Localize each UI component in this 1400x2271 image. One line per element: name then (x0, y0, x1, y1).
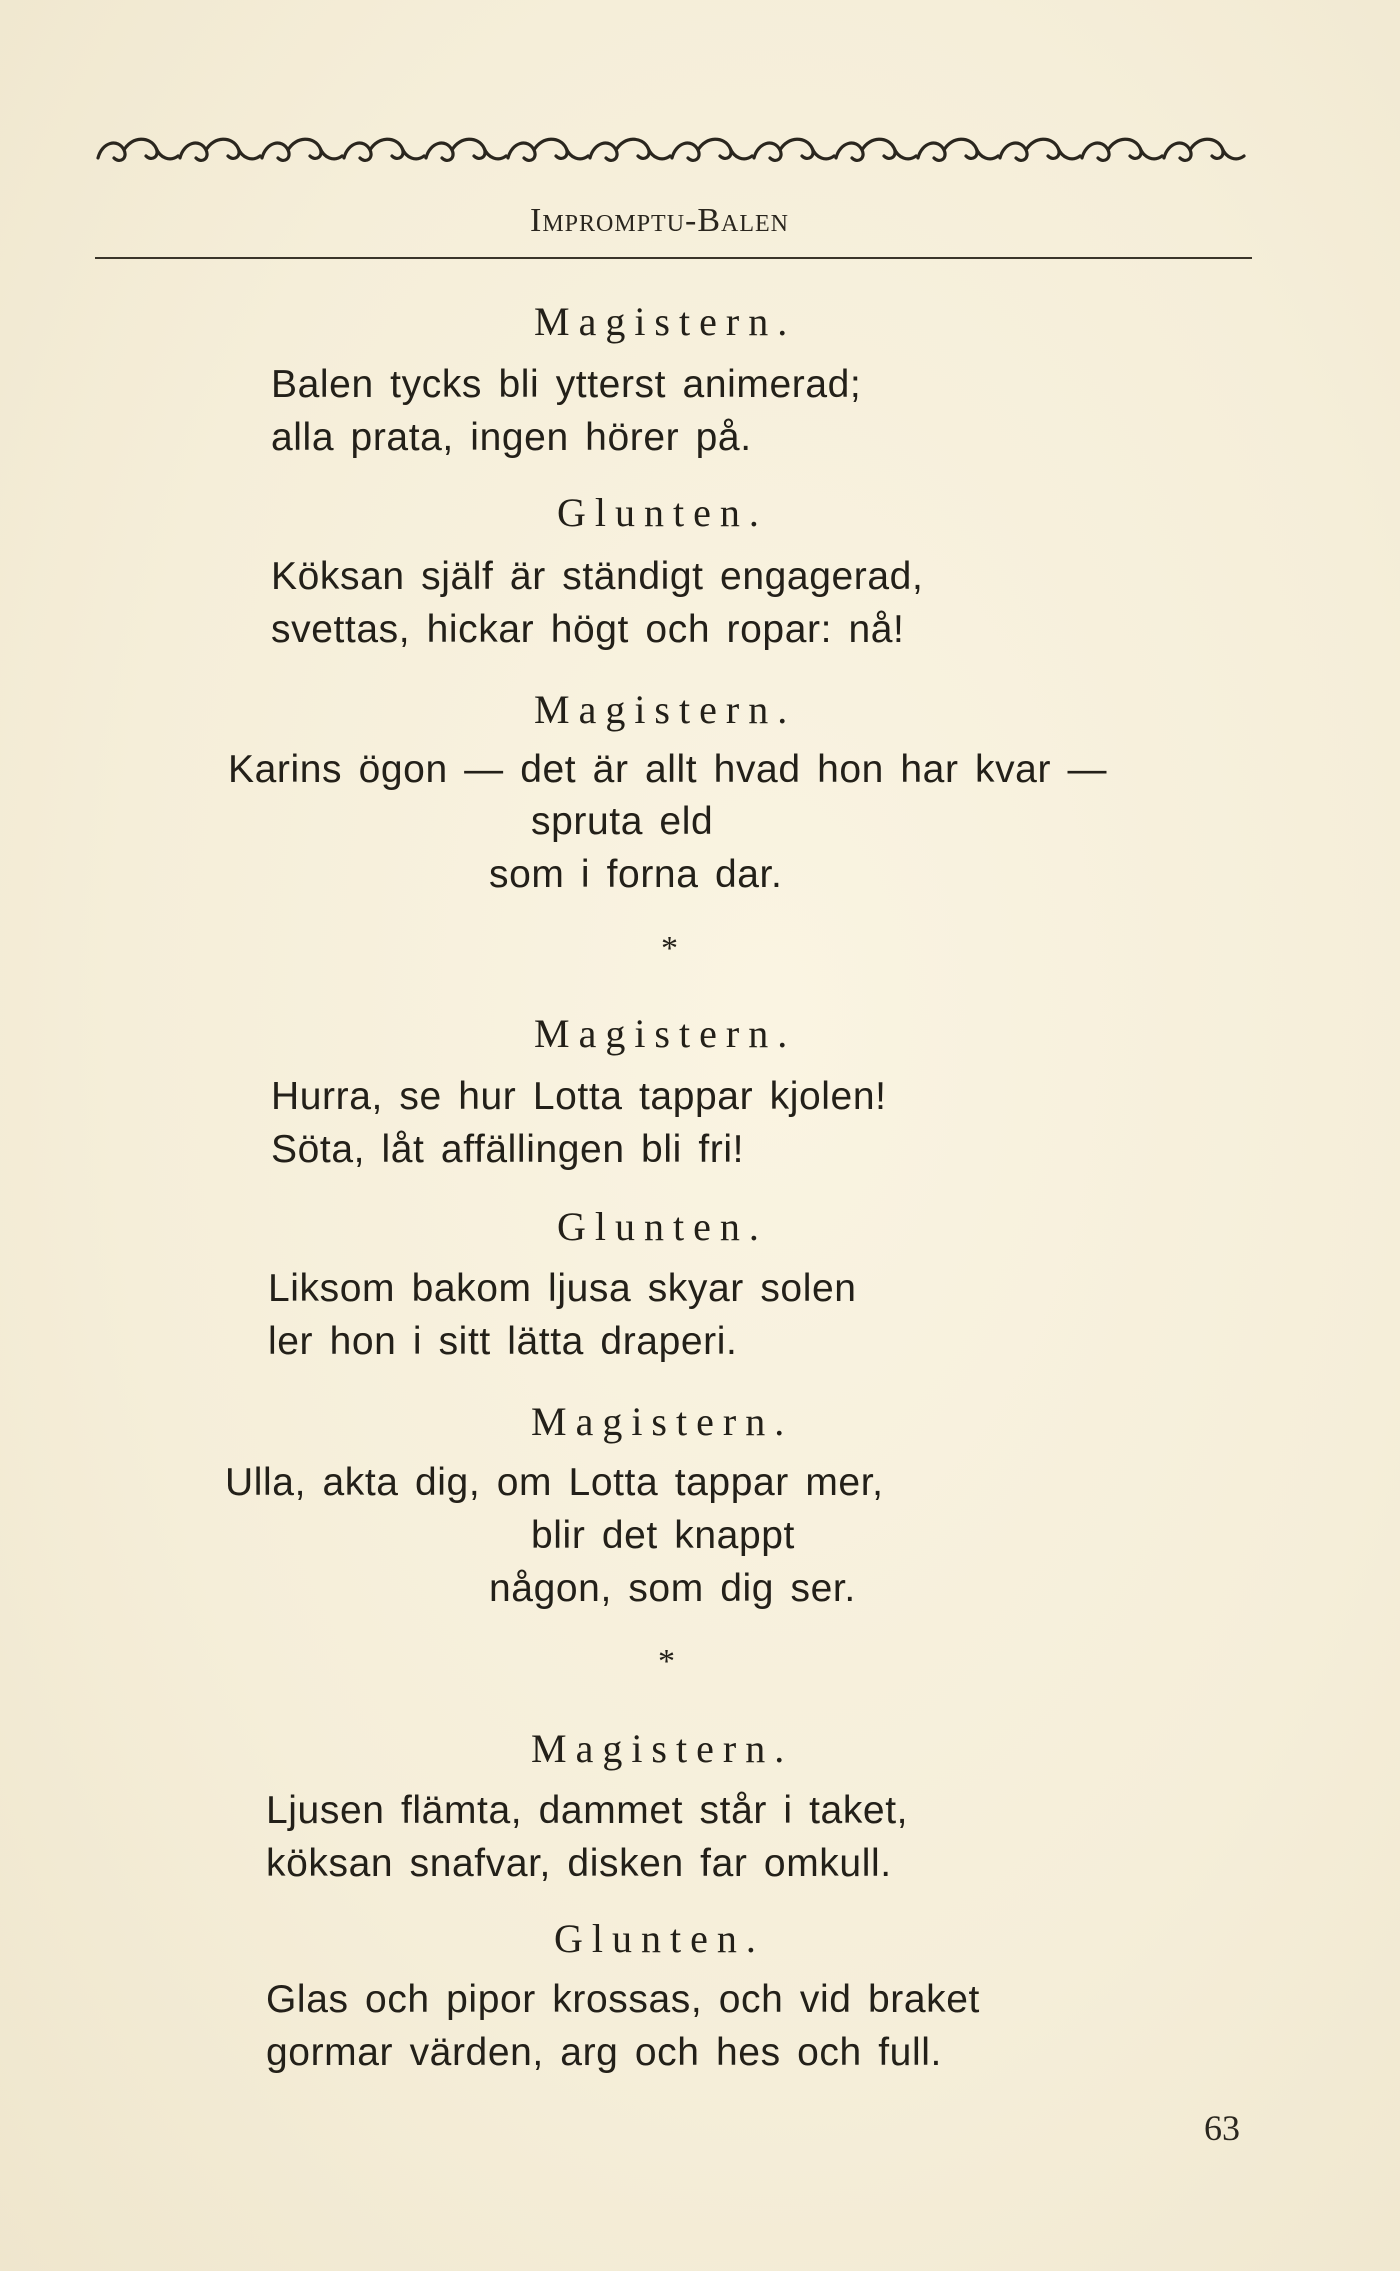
verse-line: Glas och pipor krossas, och vid braket (266, 1978, 980, 2021)
verse-line: som i forna dar. (489, 853, 783, 896)
speaker-label: Magistern. (531, 1726, 794, 1771)
verse-line: alla prata, ingen hörer på. (271, 416, 752, 459)
verse-line: blir det knappt (531, 1514, 795, 1557)
verse-line: Karins ögon — det är allt hvad hon har kvar — (228, 748, 1108, 791)
section-separator: * (661, 930, 678, 967)
page-number: 63 (1204, 2108, 1240, 2148)
header-rule (95, 257, 1252, 259)
running-title: Impromptu-Balen (530, 202, 790, 239)
verse-line: spruta eld (531, 800, 714, 843)
verse-line: någon, som dig ser. (489, 1567, 856, 1610)
verse-line: Liksom bakom ljusa skyar solen (268, 1267, 857, 1310)
verse-line: svettas, hickar högt och ropar: nå! (271, 608, 905, 651)
speaker-label: Glunten. (557, 490, 768, 535)
speaker-label: Magistern. (531, 1399, 794, 1444)
verse-line: Ulla, akta dig, om Lotta tappar mer, (225, 1461, 884, 1504)
verse-line: Söta, låt affällingen bli fri! (271, 1128, 745, 1171)
verse-line: Balen tycks bli ytterst animerad; (271, 363, 862, 406)
speaker-label: Glunten. (554, 1916, 765, 1961)
verse-line: Ljusen flämta, dammet står i taket, (266, 1789, 909, 1832)
verse-line: Hurra, se hur Lotta tappar kjolen! (271, 1075, 887, 1118)
verse-line: Köksan själf är ständigt engagerad, (271, 555, 924, 598)
speaker-label: Magistern. (534, 299, 797, 344)
speaker-label: Magistern. (534, 1011, 797, 1056)
decorative-border-ornament (94, 128, 1254, 174)
verse-line: ler hon i sitt lätta draperi. (268, 1320, 738, 1363)
section-separator: * (658, 1643, 675, 1680)
speaker-label: Glunten. (557, 1204, 768, 1249)
verse-line: gormar värden, arg och hes och full. (266, 2031, 942, 2074)
speaker-label: Magistern. (534, 687, 797, 732)
verse-line: köksan snafvar, disken far omkull. (266, 1842, 892, 1885)
